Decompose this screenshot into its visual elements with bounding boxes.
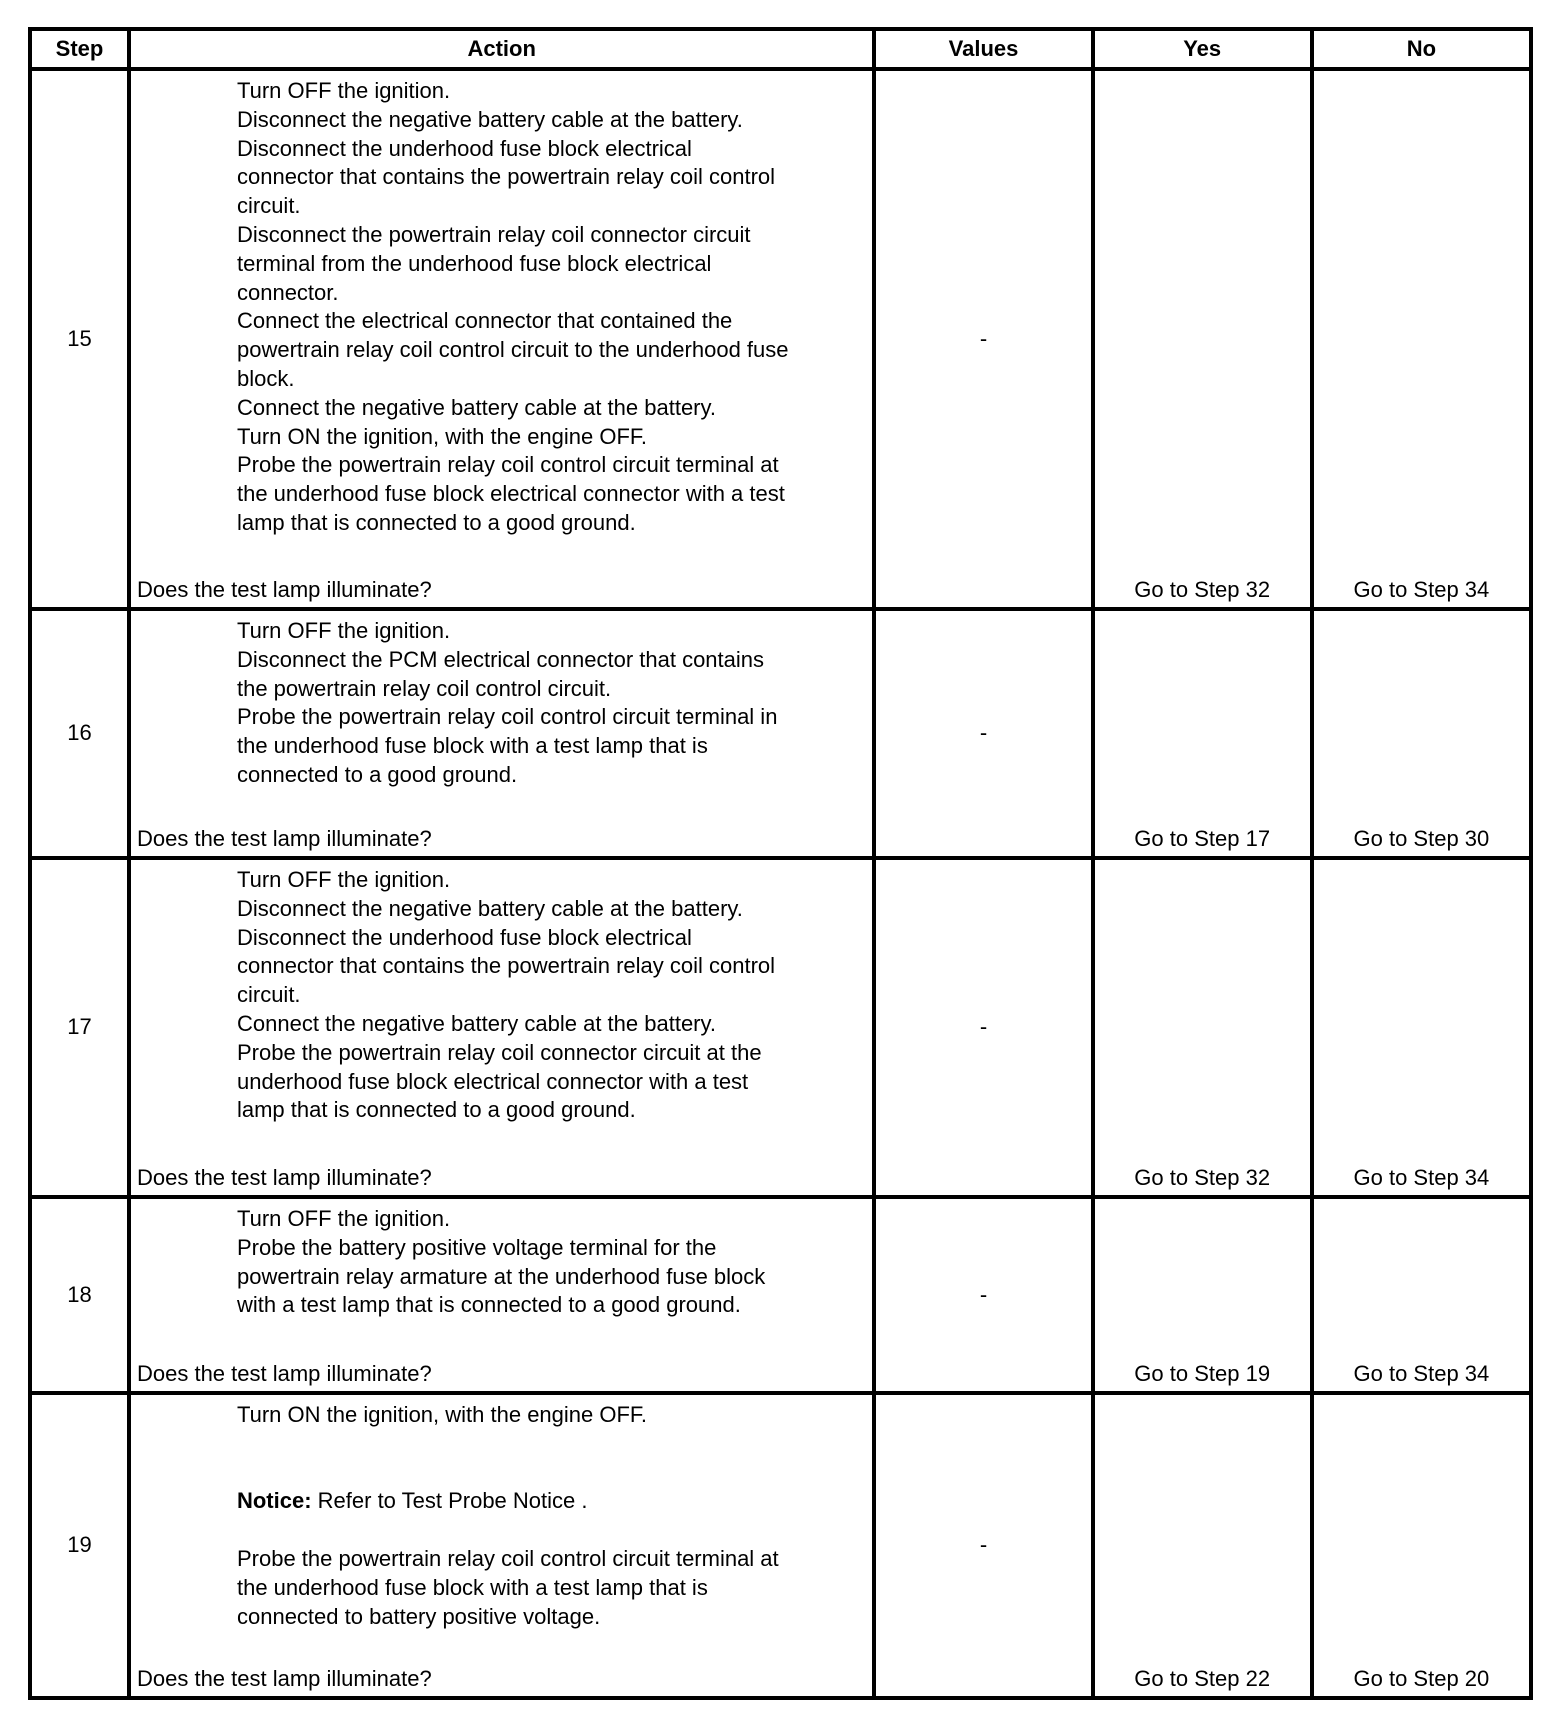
action-line: the underhood fuse block electrical connector with a test (236, 481, 785, 507)
action-line: Probe the powertrain relay coil control circuit terminal at (236, 452, 779, 478)
action-line: with a test lamp that is connected to a good ground. (236, 1292, 741, 1318)
action-question: Does the test lamp illuminate? (136, 1361, 432, 1387)
action-line: connector that contains the powertrain relay coil control (236, 953, 776, 979)
values-cell: - (874, 1197, 1092, 1393)
action-line: connector. (236, 279, 339, 305)
action-line: Disconnect the underhood fuse block electrical (236, 135, 692, 161)
action-line: Turn OFF the ignition. (236, 78, 451, 103)
action-line: Turn OFF the ignition. (236, 1206, 451, 1231)
action-line: connected to battery positive voltage. (236, 1603, 601, 1629)
action-cell (129, 858, 874, 1197)
action-question: Does the test lamp illuminate? (136, 826, 432, 852)
action-line: lamp that is connected to a good ground. (236, 1097, 636, 1123)
action-line: connector that contains the powertrain relay coil control (236, 164, 776, 190)
action-line: Turn ON the ignition, with the engine OFF. (236, 423, 648, 449)
action-cell (129, 69, 874, 609)
blank-line (237, 1516, 868, 1545)
action-line: underhood fuse block electrical connector with a test (236, 1068, 749, 1094)
step-number: 18 (30, 1197, 129, 1393)
step-number: 17 (30, 858, 129, 1197)
action-line: Disconnect the negative battery cable at the battery. (236, 106, 743, 132)
action-cell (129, 1393, 874, 1698)
action-line: circuit. (236, 193, 301, 219)
action-line: Probe the powertrain relay coil control circuit terminal at (236, 1545, 779, 1571)
values-cell: - (874, 1393, 1092, 1698)
action-steps (131, 1395, 872, 1631)
table-row (30, 1393, 1531, 1698)
yes-cell: Go to Step 19 (1093, 1197, 1312, 1393)
header-values: Values (874, 29, 1092, 69)
action-line: Connect the negative battery cable at the battery. (236, 394, 716, 420)
action-cell (129, 1197, 874, 1393)
step-number: 19 (30, 1393, 129, 1698)
yes-cell: Go to Step 17 (1093, 609, 1312, 858)
notice-line (237, 1487, 868, 1516)
action-line: circuit. (236, 982, 301, 1008)
action-line: Turn OFF the ignition. (236, 867, 451, 892)
notice-label: Notice: (236, 1488, 312, 1514)
diagnostic-table (28, 27, 1533, 1700)
no-cell: Go to Step 34 (1312, 1197, 1531, 1393)
values-cell: - (874, 609, 1092, 858)
action-line: the underhood fuse block with a test lamp that is (236, 1574, 708, 1600)
action-line: powertrain relay coil control circuit to the underhood fuse (236, 337, 789, 363)
action-line: Connect the negative battery cable at the battery. (236, 1010, 716, 1036)
action-line: the underhood fuse block with a test lamp that is (236, 733, 708, 759)
table-row (30, 609, 1531, 858)
blank-line (237, 1459, 868, 1488)
yes-cell: Go to Step 32 (1093, 69, 1312, 609)
header-step: Step (30, 29, 129, 69)
action-line: Probe the battery positive voltage terminal for the (236, 1234, 717, 1260)
notice-text: Refer to Test Probe Notice . (311, 1488, 588, 1514)
action-steps (131, 611, 872, 790)
step-number: 15 (30, 69, 129, 609)
no-cell: Go to Step 20 (1312, 1393, 1531, 1698)
action-line: powertrain relay armature at the underhood fuse block (236, 1263, 766, 1289)
action-question: Does the test lamp illuminate? (136, 577, 432, 603)
no-cell: Go to Step 34 (1312, 69, 1531, 609)
action-line: terminal from the underhood fuse block electrical (236, 250, 712, 276)
values-cell: - (874, 69, 1092, 609)
action-line: Turn ON the ignition, with the engine OFF. (236, 1402, 648, 1427)
no-cell: Go to Step 30 (1312, 609, 1531, 858)
step-number: 16 (30, 609, 129, 858)
action-line: Connect the electrical connector that contained the (236, 308, 733, 334)
action-steps (131, 860, 872, 1125)
yes-cell: Go to Step 32 (1093, 858, 1312, 1197)
action-line: Probe the powertrain relay coil connector circuit at the (236, 1039, 762, 1065)
table-row (30, 69, 1531, 609)
action-line: Disconnect the underhood fuse block electrical (236, 924, 692, 950)
table-row (30, 1197, 1531, 1393)
header-row (30, 29, 1531, 69)
table-row (30, 858, 1531, 1197)
action-steps (131, 71, 872, 538)
action-line: Disconnect the negative battery cable at the battery. (236, 895, 743, 921)
action-cell (129, 609, 874, 858)
header-action: Action (129, 29, 874, 69)
action-line: Turn OFF the ignition. (236, 618, 451, 643)
yes-cell: Go to Step 22 (1093, 1393, 1312, 1698)
action-question: Does the test lamp illuminate? (136, 1666, 432, 1692)
values-cell: - (874, 858, 1092, 1197)
blank-line (237, 1430, 868, 1459)
header-yes: Yes (1093, 29, 1312, 69)
action-line: lamp that is connected to a good ground. (236, 509, 636, 535)
action-line: the powertrain relay coil control circuit. (236, 675, 612, 701)
action-steps (131, 1199, 872, 1320)
header-no: No (1312, 29, 1531, 69)
action-line: connected to a good ground. (236, 761, 518, 787)
action-line: Disconnect the powertrain relay coil connector circuit (236, 221, 751, 247)
action-question: Does the test lamp illuminate? (136, 1165, 432, 1191)
action-line: Disconnect the PCM electrical connector that contains (236, 646, 765, 672)
action-line: Probe the powertrain relay coil control circuit terminal in (236, 704, 778, 730)
action-line: block. (236, 365, 295, 391)
no-cell: Go to Step 34 (1312, 858, 1531, 1197)
